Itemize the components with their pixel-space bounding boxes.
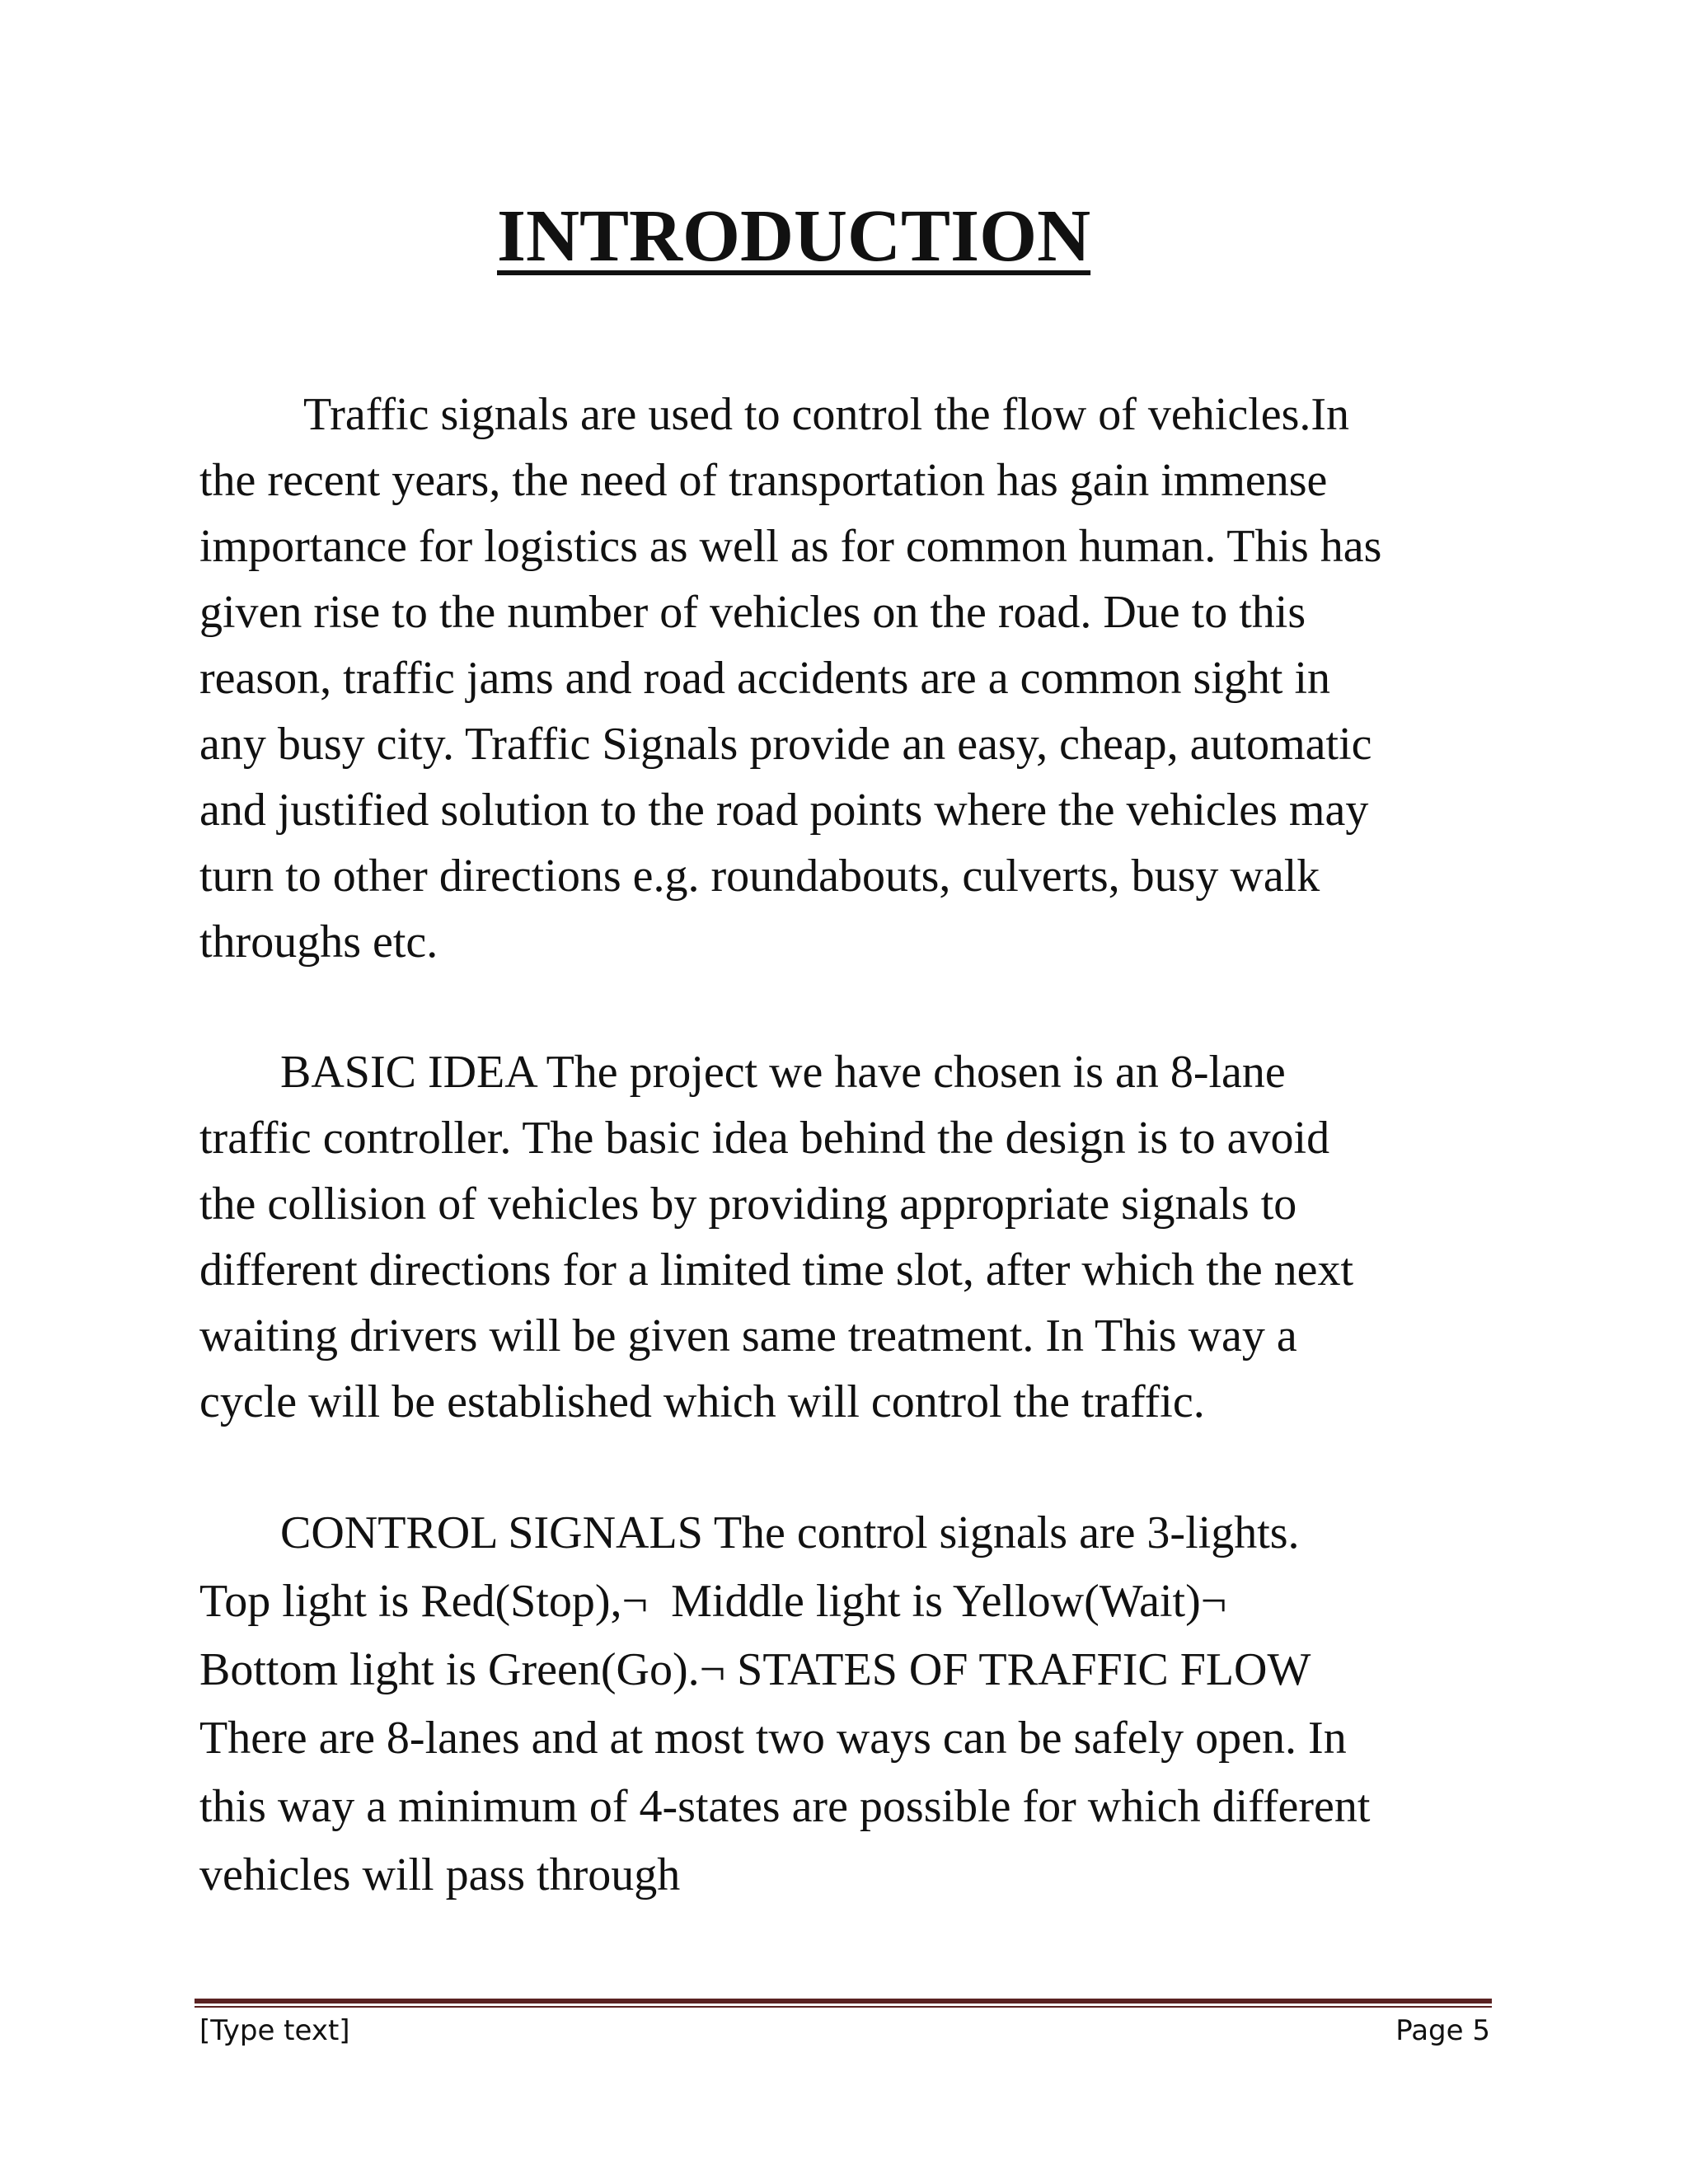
page-number: Page 5 — [1395, 2014, 1490, 2047]
page-title: INTRODUCTION — [497, 195, 1091, 277]
footer-divider-thin — [195, 2006, 1492, 2008]
footer-divider — [195, 1999, 1492, 2004]
paragraph-basic-idea: BASIC IDEA The project we have chosen is an 8-lane traffic controller. The basic idea behind the design is to avoid the collision of vehicles by providing appropriate signals to different directions for a limited time slot, after which the next waiting drivers will be given same treatment. In This way a cycle will be established which will control the traffic. — [199, 1047, 1354, 1427]
paragraph-introduction: Traffic signals are used to control the flow of vehicles.In the recent years, the need of transportation has gain immense importance for logistics as well as for common human. This has given rise to the number of vehicles on the road. Due to this reason, traffic jams and road accidents are a common sight in any busy city. Traffic Signals provide an easy, cheap, automatic and justified solution to the road points where the vehicles may turn to other directions e.g. roundabouts, culverts, busy walk throughs etc. — [199, 389, 1382, 968]
paragraph-control-signals: CONTROL SIGNALS The control signals are 3-lights. Top light is Red(Stop),¬ Middle light is Yellow(Wait)¬ Bottom light is Green(Go).¬ STATES OF TRAFFIC FLOW There are 8-lanes and at most two ways can be safely open. In this way a minimum of 4-states are possible for which different vehicles will pass through — [199, 1507, 1371, 1900]
footer-left-text: [Type text] — [199, 2014, 350, 2047]
